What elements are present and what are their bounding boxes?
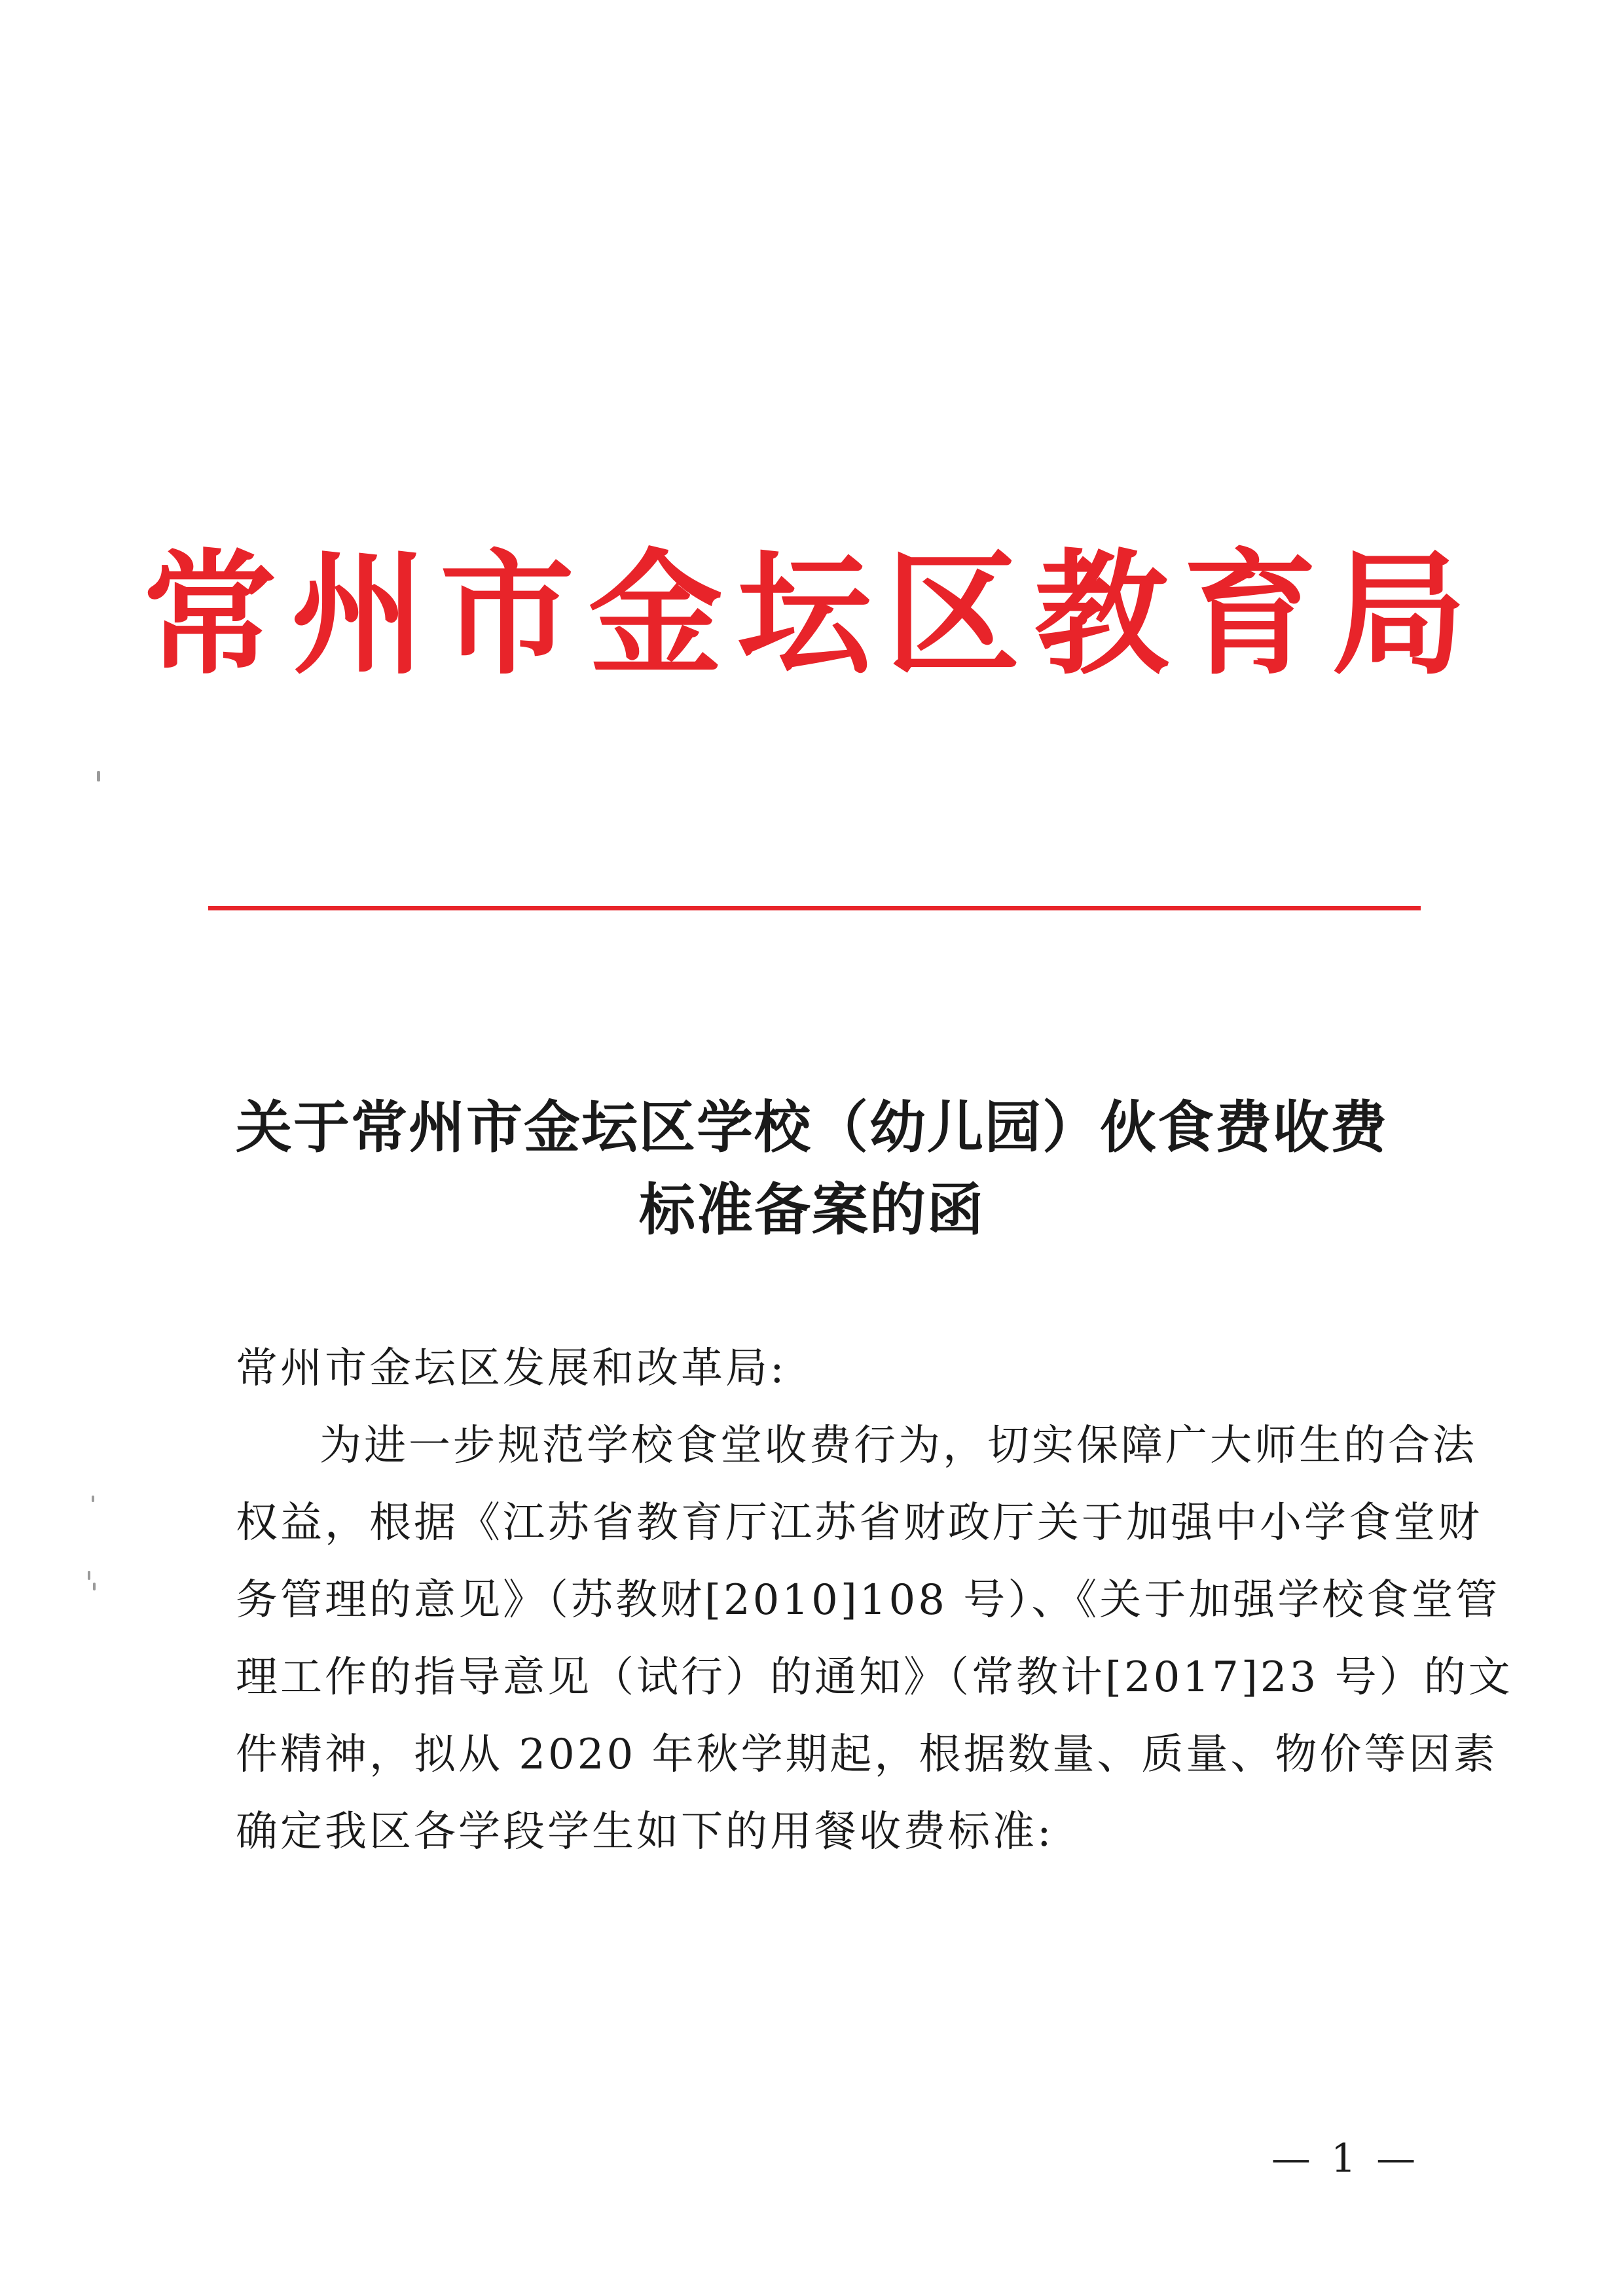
body-line: 为进一步规范学校食堂收费行为，切实保障广大师生的合法 — [319, 1422, 1477, 1470]
scan-speck — [92, 1496, 94, 1502]
body-paragraph — [236, 1407, 1513, 1871]
document-title-line-2: 标准备案的函 — [639, 1177, 985, 1243]
page-number: — 1 — — [1271, 2136, 1420, 2181]
letterhead-org-name: 常州市金坛区教育局 — [143, 537, 1480, 693]
body-line: 确定我区各学段学生如下的用餐收费标准: — [236, 1808, 1054, 1856]
body-line: 理工作的指导意见（试行）的通知》（常教计[2017]23 号）的文 — [236, 1653, 1513, 1702]
scan-speck — [88, 1571, 90, 1580]
body-line: 权益，根据《江苏省教育厅江苏省财政厅关于加强中小学食堂财 — [236, 1499, 1482, 1547]
scan-speck — [93, 1583, 96, 1590]
addressee: 常州市金坛区发展和改革局: — [236, 1344, 787, 1393]
scan-speck — [97, 771, 100, 781]
body-line: 务管理的意见》（苏教财[2010]108 号）、《关于加强学校食堂管 — [236, 1576, 1501, 1624]
document-title-line-1: 关于常州市金坛区学校（幼儿园）伙食费收费 — [236, 1095, 1388, 1160]
document-title — [196, 1086, 1427, 1251]
letterhead-red-rule — [208, 906, 1421, 910]
body-line: 件精神，拟从 2020 年秋学期起，根据数量、质量、物价等因素 — [236, 1731, 1498, 1779]
